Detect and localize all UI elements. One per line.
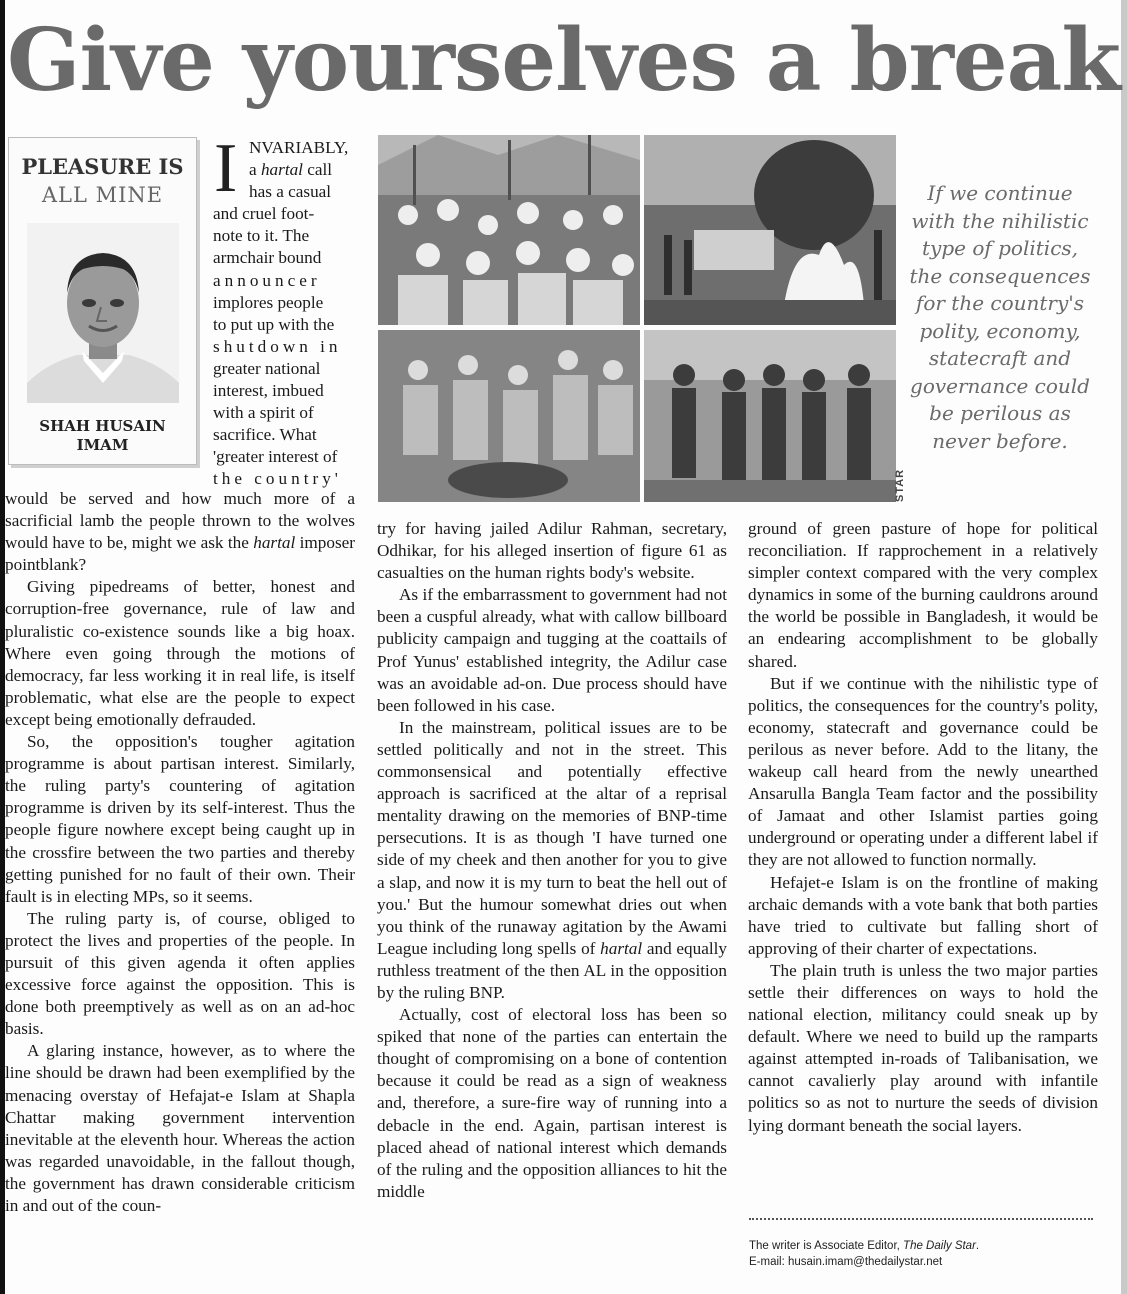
paragraph: As if the embarrassment to government had not been a cuspful already, what with callow billboard publicity campaign and tugging at the coattails of Prof Yunus' established integrity, the Adilur case was an avoidable ad-on. Due process should have been followed in his case. (377, 585, 727, 715)
footnote-divider (749, 1218, 1093, 1220)
paragraph-text: and equally ruthless treatment of the then AL in the opposition by the ruling BNP. (377, 938, 727, 1002)
clash-photo (378, 330, 640, 502)
paragraph: ground of green pasture of hope for political reconciliation. If rapprochement in a relatively simpler context compared with the very complex dynamics in some of the burning cauldrons around the world be possible in Bangladesh, it would be an endearing accomplishment to be globally shared. (748, 519, 1098, 671)
author-name-line1: SHAH HUSAIN (39, 417, 166, 435)
rally-photo (378, 135, 640, 325)
paragraph: A glaring instance, however, as to where the line should be drawn had been exemplified by the menacing overstay of Hefajat-e Islam at Shapla Chattar making government intervention inevitable at the eleventh hour. Whereas the action was regarded unavoidable, in the fallout though, the government has drawn considerable criticism in and out of the coun- (5, 1041, 355, 1215)
author-portrait (27, 223, 179, 403)
paragraph: Hefajet-e Islam is on the frontline of making archaic demands with a vote bank that both parties have tried to cultivate but falling short of approving of their charter of expectations. (748, 872, 1098, 958)
intro-line: shutdown in (213, 336, 342, 356)
fire-photo (644, 135, 896, 325)
intro-text: a (249, 160, 261, 180)
intro-column (213, 137, 355, 491)
paragraph: try for having jailed Adilur Rahman, secretary, Odhikar, for his alleged insertion of figure 61 as casualties on the human rights body's website. (377, 519, 727, 583)
column-label-line1: PLEASURE IS (21, 154, 184, 179)
intro-line: greater national (213, 358, 321, 378)
writer-email[interactable]: E-mail: husain.imam@thedailystar.net (749, 1256, 943, 1268)
intro-line: with a spirit of (213, 403, 314, 423)
paragraph (5, 488, 355, 576)
pull-quote: If we continue with the nihilistic type of politics, the consequences for the country's polity, economy, statecraft and governance could be perilous as never before. (909, 181, 1091, 453)
column-3 (748, 518, 1098, 1137)
intro-line: implores people (213, 292, 324, 312)
column-1 (5, 488, 355, 1217)
writer-credit-text: The writer is Associate Editor, (749, 1240, 904, 1252)
headline: Give yourselves a break (7, 10, 1120, 111)
rally-photo-drawing (378, 135, 640, 325)
intro-line (213, 159, 355, 181)
intro-line: note to it. The (213, 226, 310, 246)
intro-line: interest, imbued (213, 381, 324, 401)
right-page-edge (1121, 0, 1127, 1294)
police-photo-drawing (644, 330, 896, 502)
intro-line: and cruel foot- (213, 204, 315, 224)
paragraph: The plain truth is unless the two major parties settle their differences on ways to hold the national election, militancy could sneak up by default. Where we need to build up the ramparts against attempted in-roads of Talibanisation, we cannot cavalierly play around with infantile politics so as not to nurture the seeds of division lying dormant beneath the social layers. (748, 960, 1098, 1135)
paragraph-text: imposer pointblank? (5, 533, 355, 575)
intro-line: sacrifice. What (213, 425, 317, 445)
paragraph: But if we continue with the nihilistic type of politics, the consequences for the country's polity, economy, statecraft and governance could be perilous as never before. Add to the litany, the wakeup call heard from the newly unearthed Ansarulla Bangla Team factor and the possibility of Jamaat and other Islamist parties going underground or operating under a different label if they are not allowed to function normally. (748, 673, 1098, 870)
police-photo (644, 330, 896, 502)
fire-photo-drawing (644, 135, 896, 325)
photo-credit: STAR (894, 468, 906, 502)
hartal-word: hartal (260, 160, 303, 180)
intro-text: call (302, 160, 333, 180)
paragraph: Giving pipedreams of better, honest and corruption-free governance, rule of law and pluralistic co-existence sounds like a big hoax. Where even going through the motions of democracy, far less working it in real life, is itself problematic, what else are the people to expect except being emotionally defrauded. (5, 577, 355, 729)
intro-line: the country' (213, 469, 342, 489)
hartal-word: hartal (253, 533, 296, 553)
intro-line: armchair bound (213, 248, 322, 268)
columnist-card (8, 137, 197, 465)
writer-footnote (749, 1238, 1099, 1270)
intro-line: to put up with the (213, 314, 335, 334)
writer-credit (749, 1238, 1099, 1254)
author-portrait-drawing (27, 223, 179, 403)
paragraph-text: would be served and how much more of a sacrificial lamb the people thrown to the wolves would have to be, might we ask the (5, 489, 355, 553)
intro-line: NVARIABLY, (249, 138, 349, 157)
intro-line: has a casual (249, 182, 332, 202)
writer-credit-text: . (975, 1240, 980, 1252)
author-name-line2: IMAM (76, 436, 129, 454)
author-name (9, 417, 196, 455)
intro-line: 'greater interest of (213, 447, 338, 467)
paragraph (377, 717, 727, 1004)
publication-name: The Daily Star (903, 1240, 976, 1252)
hartal-word: hartal (600, 938, 643, 958)
clash-photo-drawing (378, 330, 640, 502)
column-label-line2: ALL MINE (41, 183, 164, 207)
paragraph: So, the opposition's tougher agitation programme is about partisan interest. Similarly, the ruling party's countering of agitation programme is driven by its self-interest. Thus the people figure nowhere except being caught up in the crossfire between the two parties and thereby getting punished for no fault of their own. Their fault is in electing MPs, so it seems. (5, 732, 355, 906)
intro-line: announcer (213, 270, 321, 290)
paragraph-text: In the mainstream, political issues are to be settled politically and not in the street. This commonsensical and potentially effective approach is sacrificed at the altar of a reprisal mentality drawing on the memories of BNP-time persecutions. It is as though 'I have turned one side of my cheek and then another for you to give a slap, and now it is my turn to beat the hell out of you.' But the humour somewhat dries out when you think of the runaway agitation by the Awami League including long spells of (377, 717, 727, 958)
drop-cap: I (214, 130, 238, 207)
column-2 (377, 518, 727, 1203)
paragraph: Actually, cost of electoral loss has been so spiked that none of the parties can entertain the thought of compromising on a bone of contention because it could be read as a sign of weakness and, therefore, a sure-fire way of running into a debacle in the end. Again, partisan interest is placed ahead of national interest which demands of the ruling and the opposition alliances to hit the middle (377, 1005, 727, 1201)
paragraph: The ruling party is, of course, obliged to protect the lives and properties of the people. In pursuit of this given agenda it often applies excessive force against the opposition. This is done both preemptively as well as on an ad-hoc basis. (5, 908, 355, 1039)
